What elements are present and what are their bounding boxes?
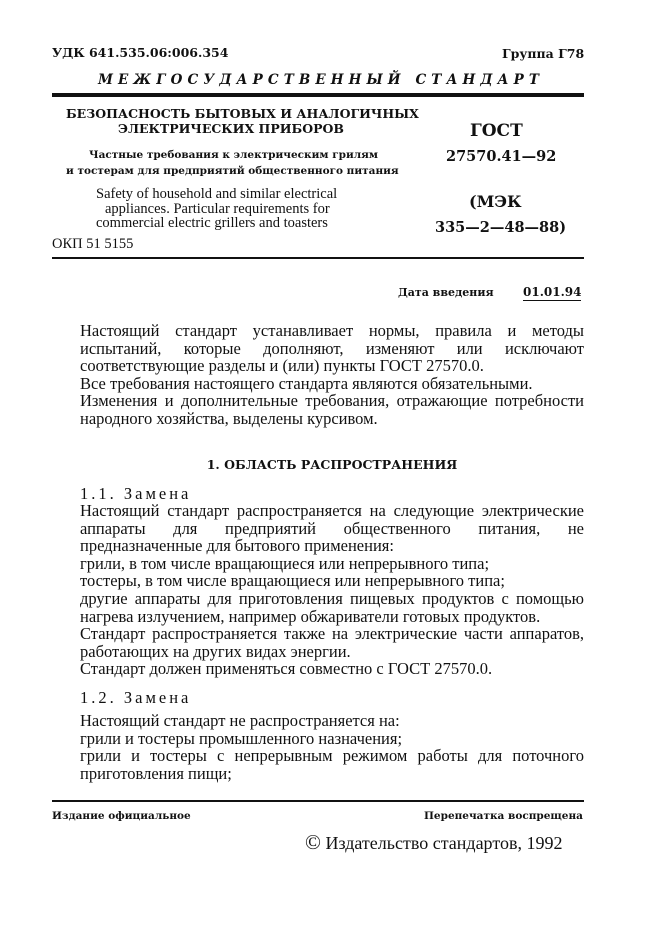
intro-paragraph-2: Все требования настоящего стандарта являются обязательными. bbox=[80, 373, 533, 393]
item-1-1-paragraph-2: грили, в том числе вращающиеся или непрерывного типа; bbox=[80, 553, 490, 573]
reprint-notice: Перепечатка воспрещена bbox=[424, 810, 583, 822]
item-1-1-title: 1.1. Замена bbox=[80, 484, 192, 503]
copyright-symbol: © bbox=[305, 830, 321, 854]
item-1-1-paragraph-4: другие аппараты для приготовления пищевых продуктов с помощью нагрева излучением, например обжариватели готовых продуктов. bbox=[80, 588, 584, 626]
intro-paragraph-3: Изменения и дополнительные требования, отражающие потребности народного хозяйства, выделены курсивом. bbox=[80, 391, 584, 428]
item-1-1-paragraph-3: тостеры, в том числе вращающиеся или непрерывного типа; bbox=[80, 571, 505, 591]
group-code: Группа Г78 bbox=[502, 46, 585, 61]
iec-label: (МЭК bbox=[469, 192, 522, 211]
official-edition: Издание официальное bbox=[52, 810, 191, 822]
okp-code: ОКП 51 5155 bbox=[52, 236, 134, 252]
item-1-1-paragraph-6: Стандарт должен применяться совместно с ГОСТ 27570.0. bbox=[80, 659, 493, 679]
udk-code: УДК 641.535.06:006.354 bbox=[52, 45, 229, 60]
standard-banner: МЕЖГОСУДАРСТВЕННЫЙ СТАНДАРТ bbox=[98, 72, 544, 88]
gost-number: 27570.41—92 bbox=[446, 148, 557, 165]
item-1-1-paragraph-1: Настоящий стандарт распространяется на следующие электрические аппараты для предприятий общественного питания, не предназначенные для бытового применения: bbox=[80, 501, 584, 556]
item-1-2-text bbox=[80, 712, 584, 782]
english-title-line-3: commercial electric grillers and toasters bbox=[96, 215, 328, 231]
gost-label: ГОСТ bbox=[470, 121, 523, 141]
item-1-2-paragraph-1: Настоящий стандарт не распространяется на: bbox=[80, 711, 400, 730]
title-line-1: БЕЗОПАСНОСТЬ БЫТОВЫХ И АНАЛОГИЧНЫХ bbox=[66, 106, 419, 121]
item-1-2-paragraph-3: грили и тостеры с непрерывным режимом работы для поточного приготовления пищи; bbox=[80, 746, 584, 783]
item-1-1-text bbox=[80, 502, 584, 678]
copyright-line bbox=[305, 830, 562, 855]
english-title-line-2: appliances. Particular requirements for bbox=[105, 201, 330, 217]
subtitle-line-1: Частные требования к электрическим грилям bbox=[89, 149, 379, 161]
intro-paragraph-1: Настоящий стандарт устанавливает нормы, правила и методы испытаний, которые дополняют, изменяют или исключают соответствующие разделы и (или) пункты ГОСТ 27570.0. bbox=[80, 321, 584, 376]
banner-rule bbox=[52, 93, 584, 97]
item-1-1-paragraph-5: Стандарт распространяется также на электрические части аппаратов, работающих на других видах энергии. bbox=[80, 624, 584, 661]
date-value: 01.01.94 bbox=[523, 285, 582, 299]
copyright-text: Издательство стандартов, 1992 bbox=[325, 833, 563, 853]
item-1-2-paragraph-2: грили и тостеры промышленного назначения; bbox=[80, 728, 403, 748]
subtitle-line-2: и тостерам для предприятий общественного питания bbox=[66, 165, 399, 177]
title-line-2: ЭЛЕКТРИЧЕСКИХ ПРИБОРОВ bbox=[118, 121, 344, 136]
intro-text bbox=[80, 322, 584, 428]
date-label: Дата введения bbox=[398, 286, 494, 299]
title-block-rule bbox=[52, 257, 584, 259]
section-heading: 1. ОБЛАСТЬ РАСПРОСТРАНЕНИЯ bbox=[206, 457, 458, 472]
english-title-line-1: Safety of household and similar electrical bbox=[96, 186, 338, 202]
item-1-2-title: 1.2. Замена bbox=[80, 688, 192, 707]
footer-rule bbox=[52, 800, 584, 802]
iec-number: 335—2—48—88) bbox=[435, 219, 567, 236]
